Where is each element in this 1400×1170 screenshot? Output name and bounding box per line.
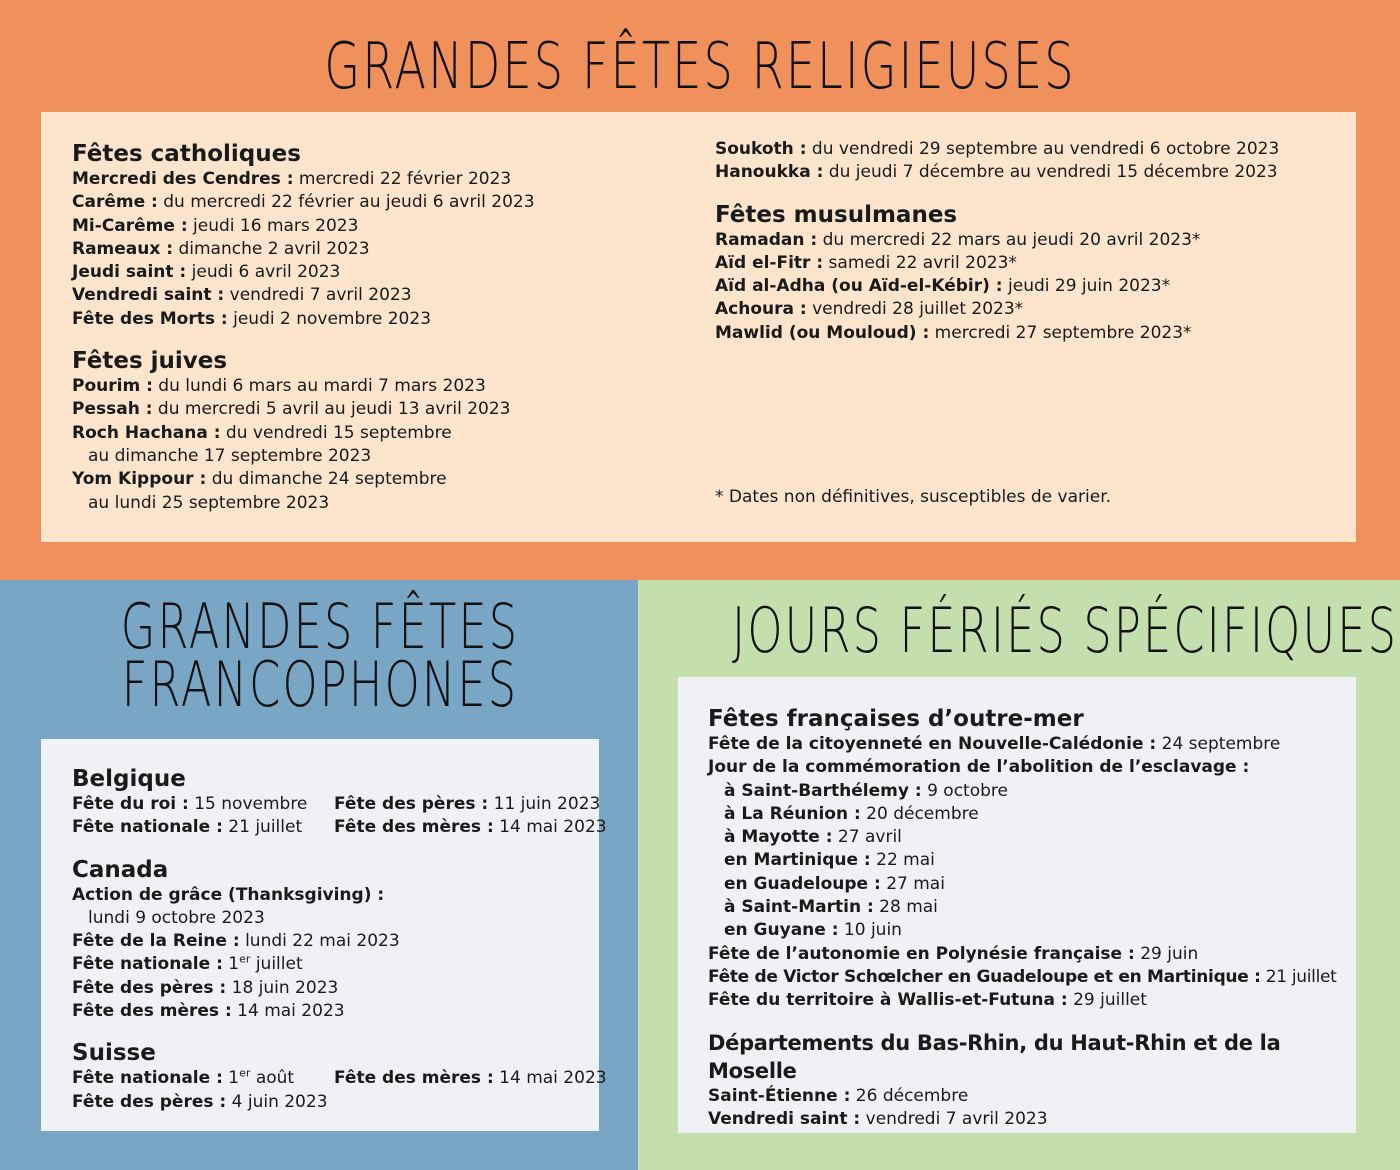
list-item: à Saint-Barthélemy : 9 octobre [724, 780, 1008, 801]
list-item: Jour de la commémoration de l’abolition de l’esclavage : [708, 757, 1250, 778]
list-item: Fête de la citoyenneté en Nouvelle-Calédonie : 24 septembre [708, 734, 1281, 754]
list-item: à Mayotte : 27 avril [724, 827, 902, 848]
list-item: Fête nationale : 1er juillet [72, 952, 303, 975]
religious-panel [41, 112, 1356, 542]
holidays-title: JOURS FÉRIÉS SPÉCIFIQUES [732, 594, 1399, 667]
list-item: Saint-Étienne : 26 décembre [708, 1085, 969, 1106]
list-item: en Martinique : 22 mai [724, 850, 935, 871]
religious-right-column [715, 138, 1279, 345]
list-item: Fête du roi : 15 novembre [72, 794, 308, 814]
francophone-title-line-2: FRANCOPHONES [121, 648, 519, 721]
list-item: Fête des mères : 14 mai 2023 [334, 817, 607, 838]
list-item-continuation: au lundi 25 septembre 2023 [88, 492, 330, 513]
list-item-continuation: au dimanche 17 septembre 2023 [88, 445, 372, 466]
list-item: Vendredi saint : vendredi 7 avril 2023 [72, 285, 412, 306]
list-item: Aïd al-Adha (ou Aïd-el-Kébir) : jeudi 29 juin 2023* [715, 276, 1171, 297]
list-item: Roch Hachana : du vendredi 15 septembre [72, 422, 452, 443]
list-item: Mercredi des Cendres : mercredi 22 février 2023 [72, 169, 512, 189]
belgium-heading: Belgique [72, 766, 186, 792]
list-item: Fête des mères : 14 mai 2023 [334, 1068, 607, 1089]
muslim-heading: Fêtes musulmanes [715, 201, 958, 228]
religious-left-column [72, 140, 535, 515]
list-item: Fête de la Reine : lundi 22 mai 2023 [72, 931, 400, 952]
list-item: Fête du territoire à Wallis-et-Futuna : 29 juillet [708, 990, 1147, 1011]
francophone-panel [41, 739, 607, 1131]
overseas-heading: Fêtes françaises d’outre-mer [708, 706, 1084, 732]
list-item: à La Réunion : 20 décembre [724, 803, 979, 824]
francophone-title-line-1: GRANDES FÊTES [120, 590, 520, 663]
francophone-column [72, 765, 607, 1114]
jewish-heading: Fêtes juives [72, 348, 228, 375]
switzerland-heading: Suisse [72, 1040, 156, 1067]
list-item: Achoura : vendredi 28 juillet 2023* [715, 299, 1024, 320]
francophone-title [32, 590, 608, 721]
list-item: Mi-Carême : jeudi 16 mars 2023 [72, 215, 359, 236]
list-item: Mawlid (ou Mouloud) : mercredi 27 septembre 2023* [715, 322, 1192, 343]
religious-title: GRANDES FÊTES RELIGIEUSES [324, 30, 1076, 104]
list-item: Aïd el-Fitr : samedi 22 avril 2023* [715, 252, 1017, 273]
list-item: Fête des pères : 4 juin 2023 [72, 1091, 328, 1112]
list-item: à Saint-Martin : 28 mai [724, 897, 938, 918]
holidays-column [708, 705, 1356, 1131]
list-item: Fête de l’autonomie en Polynésie française : 29 juin [708, 943, 1199, 964]
list-item: Fête des mères : 14 mai 2023 [72, 1001, 345, 1022]
list-item: Fête de Victor Schœlcher en Guadeloupe et en Martinique : 21 juillet [708, 966, 1337, 987]
list-item: Pessah : du mercredi 5 avril au jeudi 13 avril 2023 [72, 399, 511, 420]
list-item: Fête nationale : 1er août [72, 1066, 295, 1089]
list-item: Soukoth : du vendredi 29 septembre au vendredi 6 octobre 2023 [715, 139, 1280, 159]
list-item: Jeudi saint : jeudi 6 avril 2023 [72, 262, 341, 283]
list-item: Action de grâce (Thanksgiving) : [72, 884, 385, 905]
list-item: Fête des Morts : jeudi 2 novembre 2023 [72, 308, 432, 329]
list-item: Ramadan : du mercredi 22 mars au jeudi 20 avril 2023* [715, 229, 1201, 250]
list-item: Yom Kippour : du dimanche 24 septembre [72, 469, 447, 490]
list-item: Rameaux : dimanche 2 avril 2023 [72, 238, 370, 259]
list-item: Fête des pères : 11 juin 2023 [334, 794, 601, 814]
list-item: Hanoukka : du jeudi 7 décembre au vendredi 15 décembre 2023 [715, 162, 1278, 183]
list-item: Carême : du mercredi 22 février au jeudi 6 avril 2023 [72, 192, 535, 213]
catholic-heading: Fêtes catholiques [72, 141, 301, 167]
list-item-continuation: lundi 9 octobre 2023 [88, 907, 265, 928]
list-item: Fête nationale : 21 juillet [72, 817, 303, 838]
alsace-heading: Départements du Bas-Rhin, du Haut-Rhin et de la Moselle [708, 1030, 1281, 1083]
list-item: en Guyane : 10 juin [724, 920, 902, 941]
holidays-panel [678, 677, 1356, 1133]
list-item: Fête des pères : 18 juin 2023 [72, 977, 339, 998]
list-item: Pourim : du lundi 6 mars au mardi 7 mars 2023 [72, 376, 486, 397]
list-item: en Guadeloupe : 27 mai [724, 873, 945, 894]
footnote: * Dates non définitives, susceptibles de varier. [715, 487, 1112, 507]
list-item: Vendredi saint : vendredi 7 avril 2023 [708, 1108, 1048, 1129]
canada-heading: Canada [72, 856, 169, 883]
